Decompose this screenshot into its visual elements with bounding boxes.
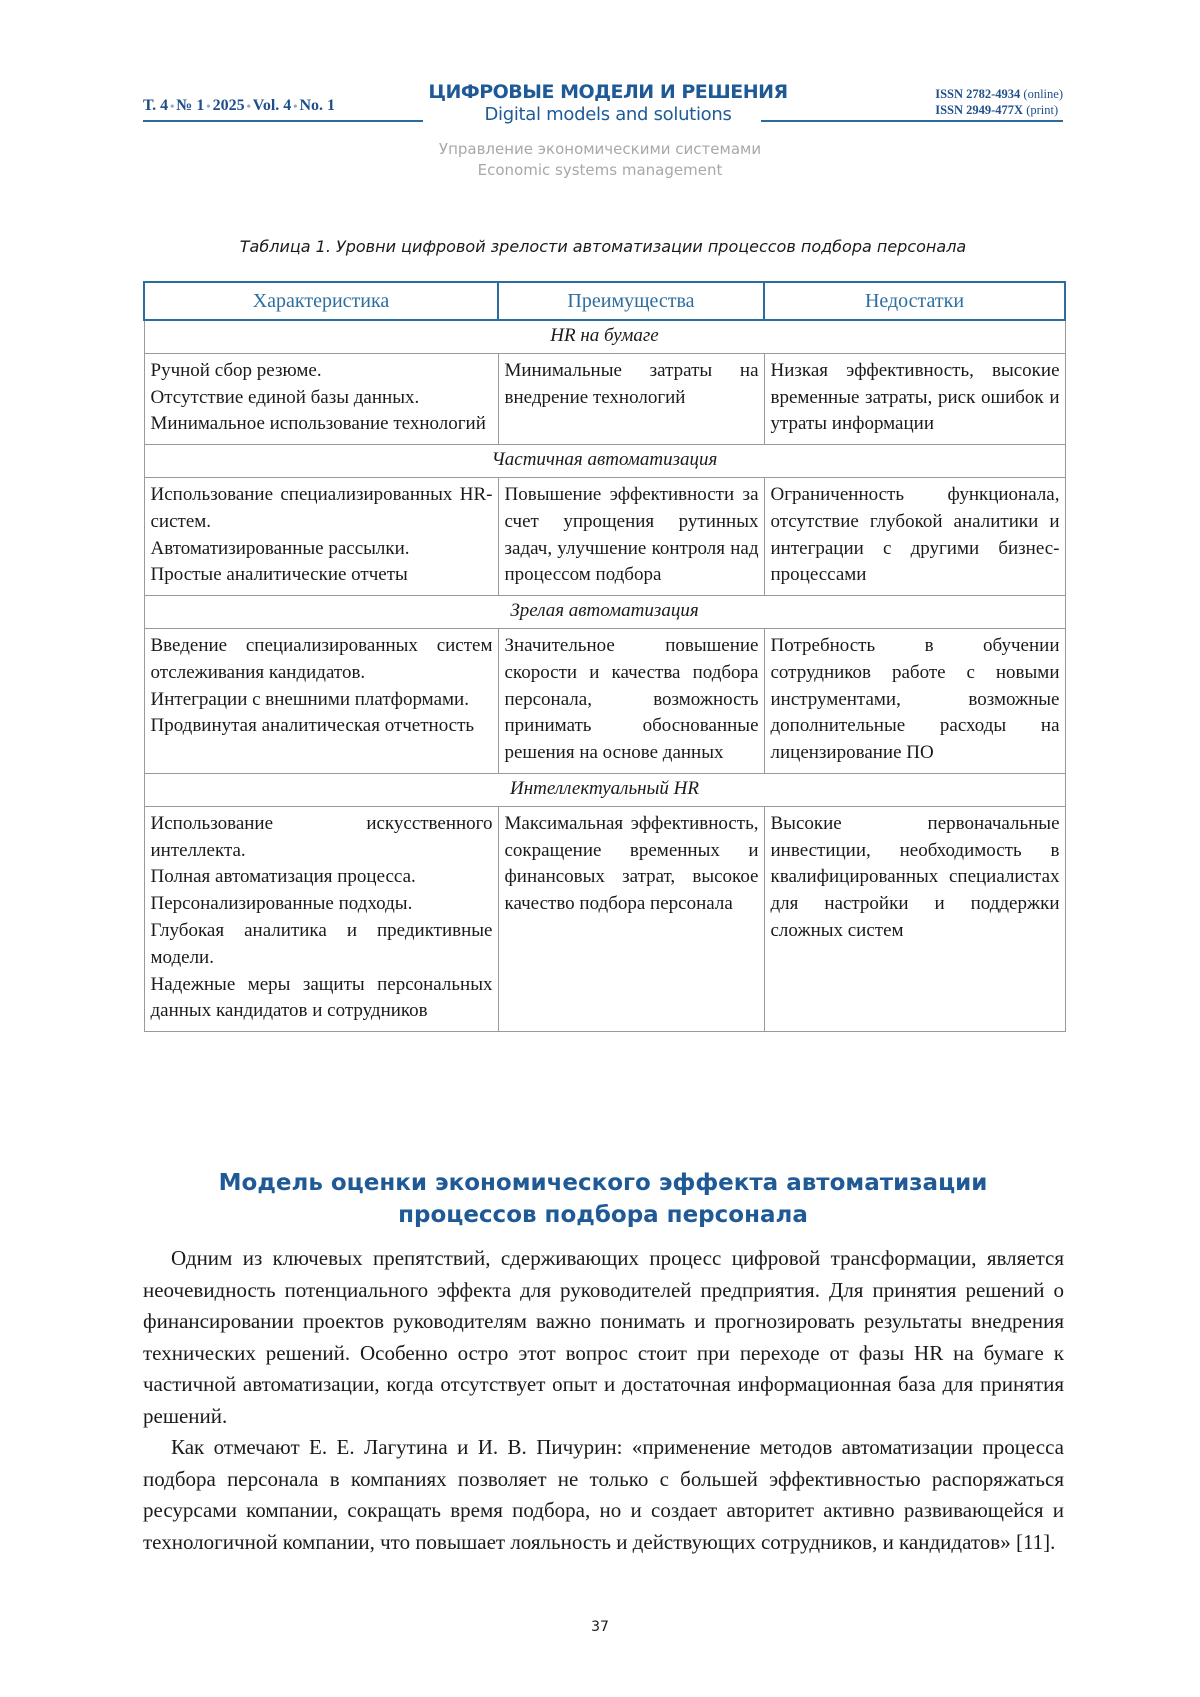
maturity-table	[143, 281, 1066, 1032]
characteristics-cell	[144, 477, 498, 595]
characteristics-cell	[144, 628, 498, 773]
characteristics-cell	[144, 806, 498, 1031]
characteristic-item: Использование специализированных HR-систем.	[150, 483, 493, 532]
journal-title-en: Digital models and solutions	[484, 104, 732, 125]
table-row	[144, 628, 1065, 773]
characteristic-item: Простые аналитические отчеты	[150, 564, 408, 586]
disadvantages-cell: Низкая эффективность, высокие временные затраты, риск ошибок и утраты информации	[764, 353, 1065, 444]
group-title: Интеллектуальный HR	[144, 773, 1065, 806]
table-group-row	[144, 773, 1065, 806]
volume-issue-label: Т. 4 • № 1 • 2025 • Vol. 4 • No. 1	[143, 97, 336, 114]
characteristic-item: Использование искусственного интеллекта.	[150, 812, 493, 861]
group-title: Зрелая автоматизация	[144, 596, 1065, 629]
issn-block	[935, 86, 1063, 118]
section-name-en: Economic systems management	[477, 161, 723, 179]
issue-en: No. 1	[299, 97, 336, 114]
column-header: Недостатки	[764, 282, 1065, 320]
body-text	[143, 1243, 1064, 1558]
paragraph: Как отмечают Е. Е. Лагутина и И. В. Пичурин: «применение методов автоматизации процесса подбора персонала в компаниях позволяет не только с большей эффективностью распоряжаться ресурсами компании, сокращать время подбора, но и создает авторитет активно развивающейся и технологичной компании, что повышает лояльность и действующих сотрудников, и кандидатов» [11].	[143, 1435, 1064, 1554]
table-row	[144, 353, 1065, 444]
table-caption: Таблица 1. Уровни цифровой зрелости автоматизации процессов подбора персонала	[239, 237, 967, 256]
year: 2025	[212, 97, 245, 114]
characteristic-item: Надежные меры защиты персональных данных кандидатов и сотрудников	[150, 973, 493, 1022]
table-header-row	[144, 282, 1065, 320]
paragraph: Одним из ключевых препятствий, сдерживающих процесс цифровой трансформации, является неочевидность потенциального эффекта для руководителей предприятия. Для принятия решений о финансировании проектов руководителям важно понимать и прогнозировать результаты внедрения технических решений. Особенно остро этот вопрос стоит при переходе от фазы HR на бумаге к частичной автоматизации, когда отсутствует опыт и достаточная информационная база для принятия решений.	[143, 1246, 1064, 1428]
section-heading	[143, 1167, 1063, 1231]
characteristic-item: Введение специализированных систем отслеживания кандидатов.	[150, 634, 493, 683]
table-group-row	[144, 445, 1065, 478]
characteristics-cell	[144, 353, 498, 444]
header-rule-right	[761, 120, 1063, 122]
disadvantages-cell: Ограниченность функционала, отсутствие глубокой аналитики и интеграции с другими бизнес-процессами	[764, 477, 1065, 595]
journal-title	[413, 80, 803, 126]
advantages-cell: Повышение эффективности за счет упрощения рутинных задач, улучшение контроля над процессом подбора	[498, 477, 764, 595]
issn-print: ISSN 2949-477X (print)	[935, 103, 1059, 117]
characteristic-item: Отсутствие единой базы данных.	[150, 386, 420, 408]
page-number: 37	[591, 1619, 609, 1635]
header-rule-left	[143, 120, 423, 122]
table-row	[144, 477, 1065, 595]
characteristic-item: Интеграции с внешними платформами.	[150, 688, 469, 710]
journal-section	[0, 139, 1200, 181]
characteristic-item: Ручной сбор резюме.	[150, 359, 322, 381]
table-group-row	[144, 320, 1065, 353]
volume-ru: Т. 4	[143, 97, 169, 114]
volume-en: Vol. 4	[252, 97, 292, 114]
issn-online: ISSN 2782-4934 (online)	[935, 87, 1063, 101]
characteristic-item: Персонализированные подходы.	[150, 893, 413, 915]
disadvantages-cell: Потребность в обучении сотрудников работе с новыми инструментами, возможные дополнительные расходы на лицензирование ПО	[764, 628, 1065, 773]
characteristic-item: Автоматизированные рассылки.	[150, 537, 410, 559]
advantages-cell: Значительное повышение скорости и качества подбора персонала, возможность принимать обоснованные решения на основе данных	[498, 628, 764, 773]
journal-header	[143, 80, 1063, 128]
table-group-row	[144, 596, 1065, 629]
column-header: Характеристика	[144, 282, 498, 320]
characteristic-item: Продвинутая аналитическая отчетность	[150, 715, 475, 737]
characteristic-item: Полная автоматизация процесса.	[150, 866, 416, 888]
advantages-cell: Максимальная эффективность, сокращение временных и финансовых затрат, высокое качество подбора персонала	[498, 806, 764, 1031]
characteristic-item: Минимальное использование технологий	[150, 413, 486, 435]
group-title: HR на бумаге	[144, 320, 1065, 353]
table-row	[144, 806, 1065, 1031]
section-heading-line: Модель оценки экономического эффекта автоматизации	[218, 1170, 988, 1196]
disadvantages-cell: Высокие первоначальные инвестиции, необходимость в квалифицированных специалистах для настройки и поддержки сложных систем	[764, 806, 1065, 1031]
section-name-ru: Управление экономическими системами	[438, 140, 762, 158]
issue-ru: № 1	[176, 97, 205, 114]
group-title: Частичная автоматизация	[144, 445, 1065, 478]
advantages-cell: Минимальные затраты на внедрение технологий	[498, 353, 764, 444]
journal-title-ru: ЦИФРОВЫЕ МОДЕЛИ И РЕШЕНИЯ	[428, 81, 788, 103]
column-header: Преимущества	[498, 282, 764, 320]
section-heading-line: процессов подбора персонала	[398, 1202, 808, 1228]
characteristic-item: Глубокая аналитика и предиктивные модели.	[150, 919, 493, 968]
